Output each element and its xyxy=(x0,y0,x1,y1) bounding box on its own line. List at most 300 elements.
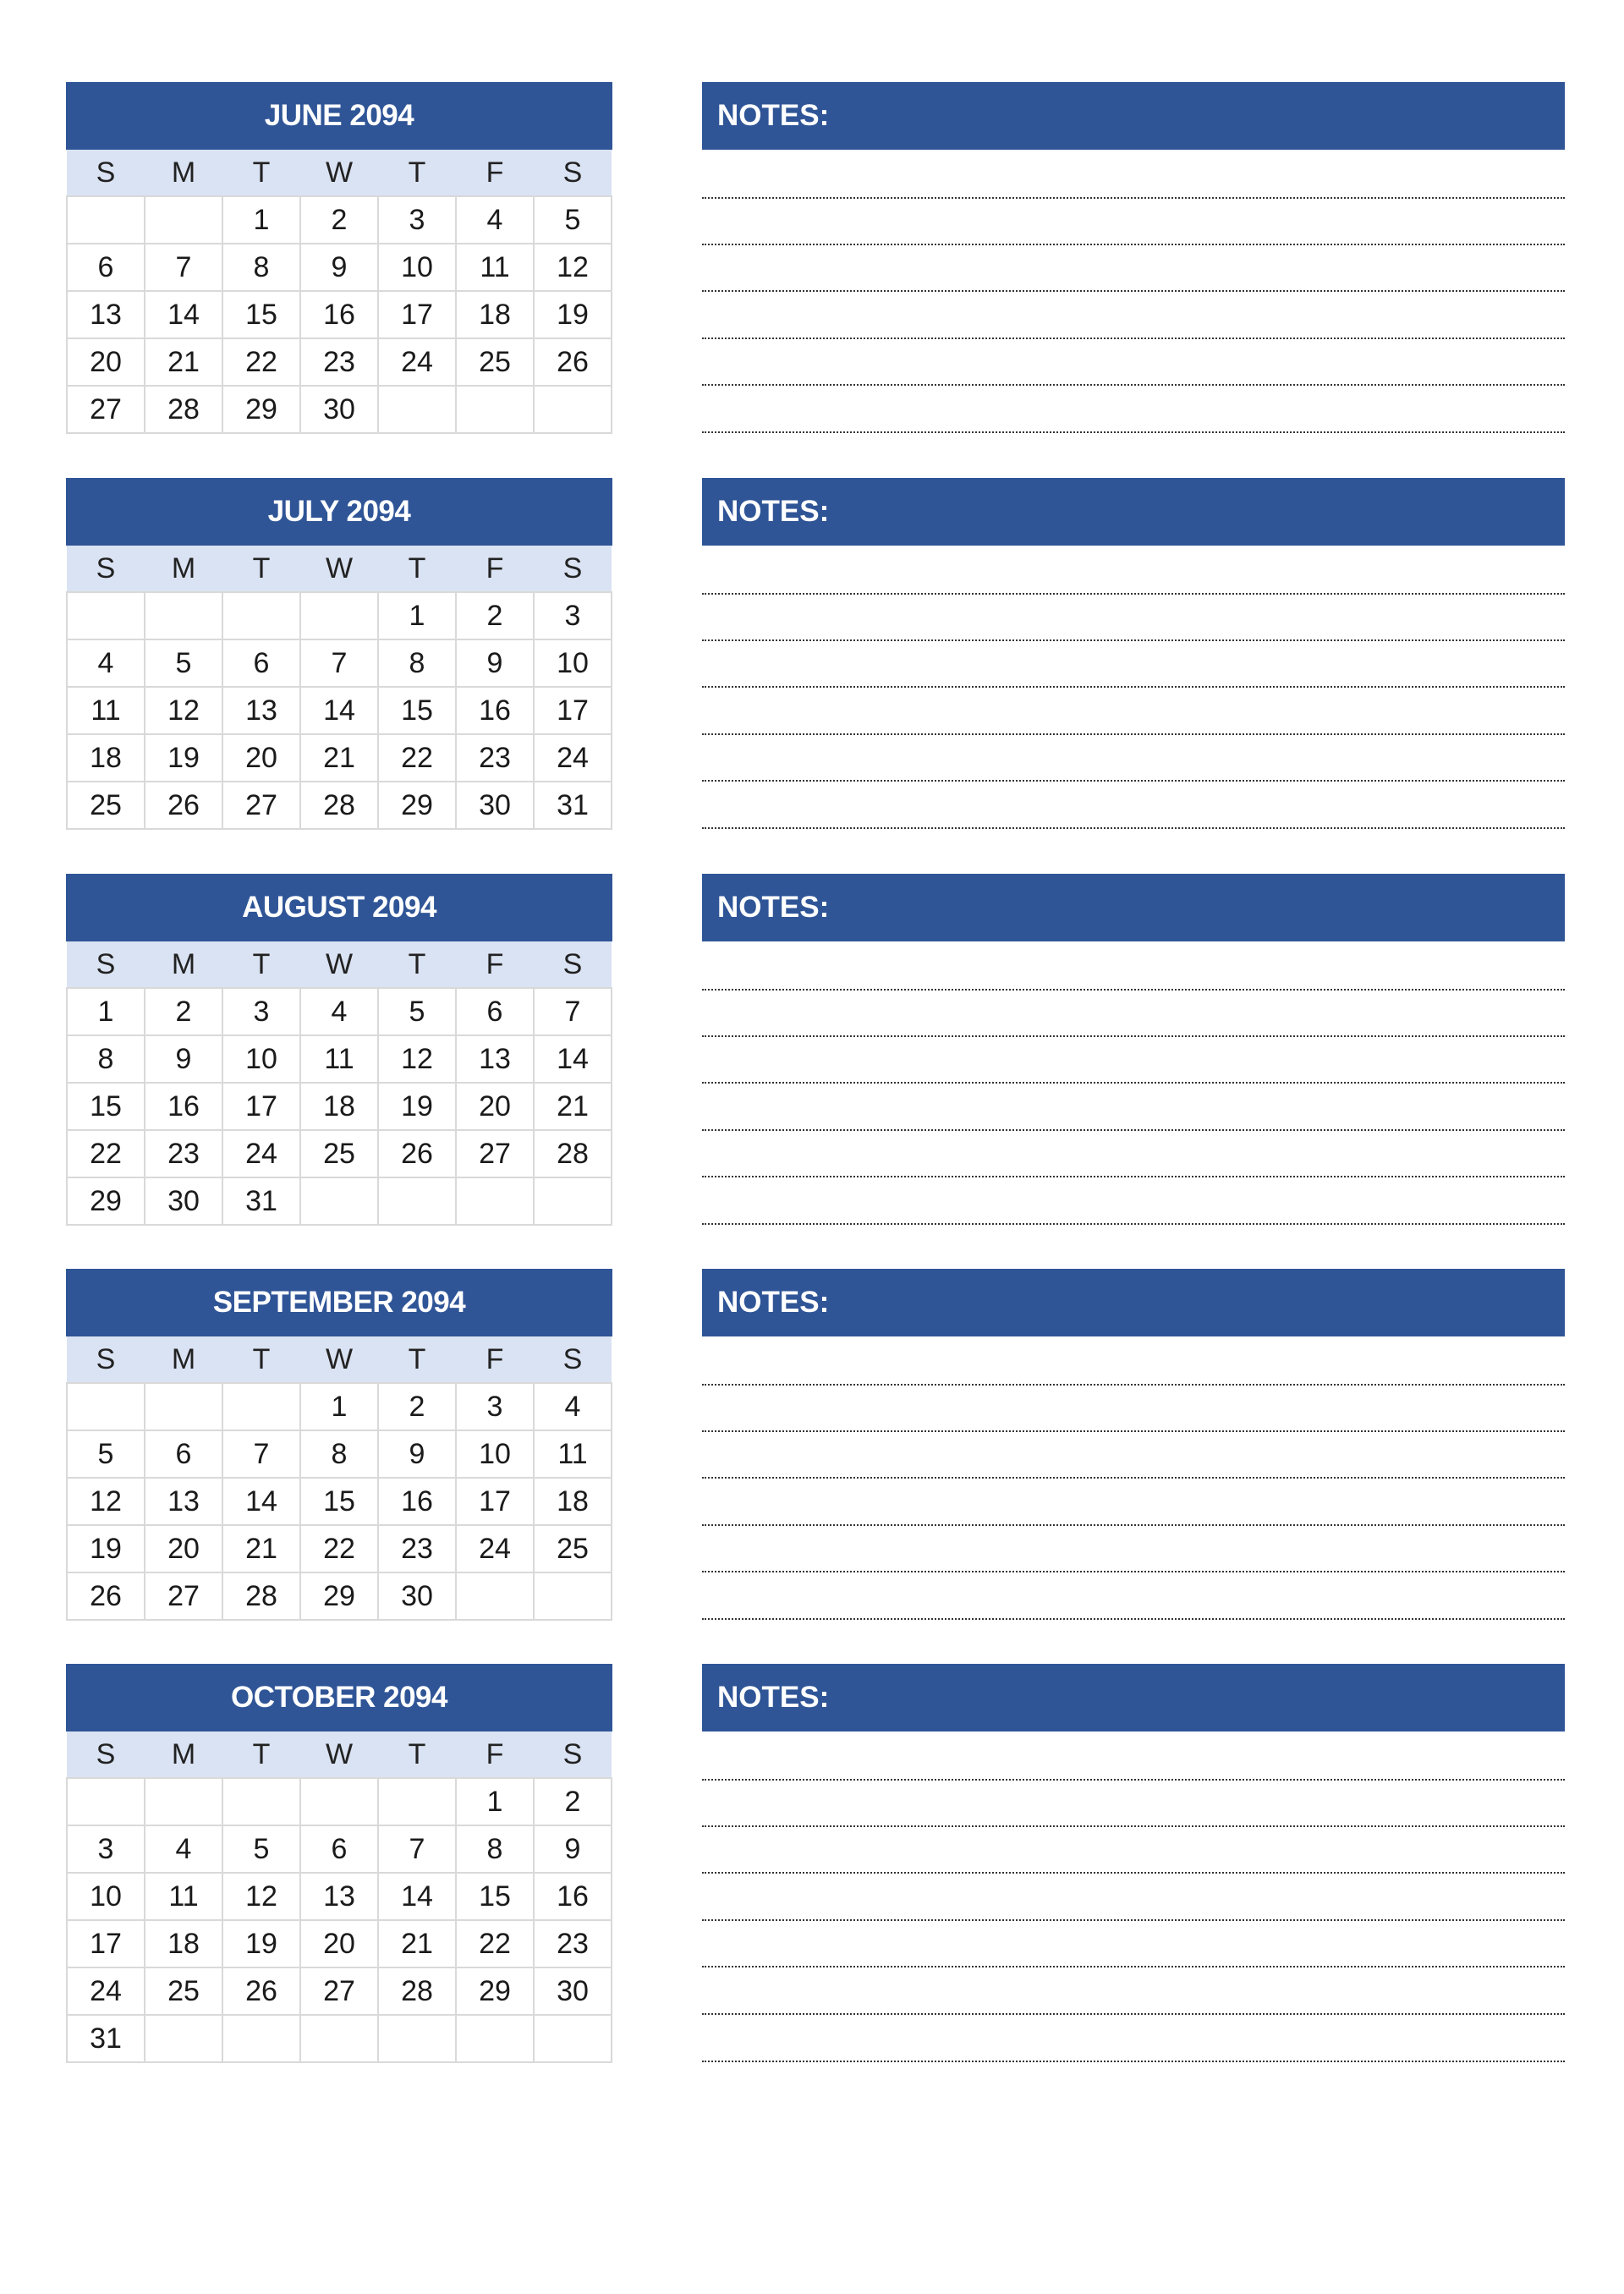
note-line xyxy=(702,290,1565,292)
day-grid xyxy=(66,1731,612,2063)
day-cell: 2 xyxy=(378,1383,456,1430)
week-row xyxy=(67,1083,612,1130)
day-cell: 6 xyxy=(300,1825,378,1873)
day-cell: 7 xyxy=(534,988,612,1035)
day-cell: 24 xyxy=(67,1967,145,2015)
day-cell: 29 xyxy=(222,386,300,433)
weekday-label: M xyxy=(145,150,222,196)
weekday-label: F xyxy=(456,1731,534,1778)
day-cell: 21 xyxy=(222,1525,300,1572)
note-line xyxy=(702,1430,1565,1432)
month-block xyxy=(0,478,1624,833)
day-cell: 6 xyxy=(222,639,300,687)
weekday-label: M xyxy=(145,1336,222,1383)
day-cell: 11 xyxy=(534,1430,612,1478)
notes-title: NOTES: xyxy=(702,82,1565,150)
day-cell: 10 xyxy=(222,1035,300,1083)
empty-day-cell xyxy=(222,2015,300,2062)
day-grid xyxy=(66,150,612,434)
day-cell: 5 xyxy=(378,988,456,1035)
empty-day-cell xyxy=(534,1572,612,1620)
day-cell: 6 xyxy=(67,244,145,291)
week-row xyxy=(67,1130,612,1177)
day-cell: 30 xyxy=(378,1572,456,1620)
weekday-label: F xyxy=(456,941,534,988)
day-cell: 21 xyxy=(145,338,222,386)
day-cell: 15 xyxy=(456,1873,534,1920)
weekday-label: F xyxy=(456,1336,534,1383)
note-line xyxy=(702,1384,1565,1386)
day-cell: 23 xyxy=(378,1525,456,1572)
day-cell: 10 xyxy=(378,244,456,291)
day-cell: 30 xyxy=(145,1177,222,1225)
day-cell: 16 xyxy=(456,687,534,734)
day-cell: 19 xyxy=(67,1525,145,1572)
notes-title: NOTES: xyxy=(702,1269,1565,1336)
day-cell: 5 xyxy=(534,196,612,244)
empty-day-cell xyxy=(378,386,456,433)
day-cell: 27 xyxy=(67,386,145,433)
day-cell: 25 xyxy=(67,782,145,829)
empty-day-cell xyxy=(378,1778,456,1825)
month-calendar xyxy=(66,478,612,830)
day-cell: 8 xyxy=(456,1825,534,1873)
week-row xyxy=(67,1478,612,1525)
weekday-row xyxy=(67,1731,612,1778)
note-line xyxy=(702,384,1565,386)
notes-panel xyxy=(702,82,1565,150)
day-cell: 24 xyxy=(378,338,456,386)
weekday-label: S xyxy=(534,150,612,196)
empty-day-cell xyxy=(145,1383,222,1430)
day-cell: 10 xyxy=(534,639,612,687)
month-calendar xyxy=(66,1269,612,1621)
weekday-label: T xyxy=(378,150,456,196)
empty-day-cell xyxy=(67,196,145,244)
week-row xyxy=(67,244,612,291)
day-cell: 21 xyxy=(534,1083,612,1130)
empty-day-cell xyxy=(145,196,222,244)
notes-panel xyxy=(702,478,1565,546)
day-cell: 17 xyxy=(378,291,456,338)
month-title: SEPTEMBER 2094 xyxy=(66,1269,612,1336)
day-cell: 10 xyxy=(67,1873,145,1920)
note-line xyxy=(702,1779,1565,1781)
weekday-label: S xyxy=(67,1731,145,1778)
note-line xyxy=(702,1966,1565,1967)
day-cell: 9 xyxy=(145,1035,222,1083)
day-cell: 5 xyxy=(222,1825,300,1873)
day-cell: 4 xyxy=(145,1825,222,1873)
day-cell: 13 xyxy=(145,1478,222,1525)
empty-day-cell xyxy=(300,592,378,639)
day-cell: 25 xyxy=(145,1967,222,2015)
day-cell: 7 xyxy=(378,1825,456,1873)
empty-day-cell xyxy=(534,1177,612,1225)
weekday-row xyxy=(67,941,612,988)
day-cell: 9 xyxy=(534,1825,612,1873)
day-cell: 5 xyxy=(145,639,222,687)
note-line xyxy=(702,1477,1565,1479)
day-cell: 26 xyxy=(534,338,612,386)
day-cell: 22 xyxy=(300,1525,378,1572)
empty-day-cell xyxy=(378,2015,456,2062)
note-line xyxy=(702,780,1565,782)
day-cell: 9 xyxy=(378,1430,456,1478)
day-cell: 18 xyxy=(456,291,534,338)
day-cell: 13 xyxy=(456,1035,534,1083)
weekday-label: T xyxy=(378,1336,456,1383)
day-cell: 15 xyxy=(378,687,456,734)
day-cell: 1 xyxy=(67,988,145,1035)
day-cell: 19 xyxy=(378,1083,456,1130)
day-cell: 11 xyxy=(456,244,534,291)
note-line xyxy=(702,1872,1565,1874)
day-cell: 13 xyxy=(300,1873,378,1920)
empty-day-cell xyxy=(300,1177,378,1225)
day-cell: 30 xyxy=(534,1967,612,2015)
month-calendar xyxy=(66,82,612,434)
day-cell: 24 xyxy=(534,734,612,782)
note-line xyxy=(702,1223,1565,1225)
note-line xyxy=(702,338,1565,339)
day-cell: 3 xyxy=(456,1383,534,1430)
day-cell: 11 xyxy=(300,1035,378,1083)
note-line xyxy=(702,593,1565,595)
day-cell: 31 xyxy=(534,782,612,829)
weekday-label: T xyxy=(222,150,300,196)
empty-day-cell xyxy=(456,1572,534,1620)
day-cell: 3 xyxy=(534,592,612,639)
day-cell: 28 xyxy=(300,782,378,829)
day-cell: 4 xyxy=(300,988,378,1035)
week-row xyxy=(67,1430,612,1478)
notes-panel xyxy=(702,874,1565,941)
day-cell: 11 xyxy=(145,1873,222,1920)
week-row xyxy=(67,196,612,244)
day-cell: 7 xyxy=(145,244,222,291)
day-cell: 24 xyxy=(456,1525,534,1572)
day-cell: 28 xyxy=(534,1130,612,1177)
empty-day-cell xyxy=(456,1177,534,1225)
note-line xyxy=(702,989,1565,991)
empty-day-cell xyxy=(145,1778,222,1825)
day-cell: 27 xyxy=(456,1130,534,1177)
month-title: AUGUST 2094 xyxy=(66,874,612,941)
day-cell: 8 xyxy=(67,1035,145,1083)
week-row xyxy=(67,1873,612,1920)
weekday-label: M xyxy=(145,941,222,988)
weekday-label: F xyxy=(456,150,534,196)
empty-day-cell xyxy=(300,2015,378,2062)
week-row xyxy=(67,639,612,687)
week-row xyxy=(67,1383,612,1430)
weekday-label: F xyxy=(456,546,534,592)
day-cell: 2 xyxy=(534,1778,612,1825)
day-cell: 22 xyxy=(456,1920,534,1967)
month-calendar xyxy=(66,874,612,1226)
day-cell: 12 xyxy=(222,1873,300,1920)
day-cell: 27 xyxy=(145,1572,222,1620)
day-cell: 2 xyxy=(145,988,222,1035)
day-cell: 6 xyxy=(145,1430,222,1478)
note-line xyxy=(702,1825,1565,1827)
note-line xyxy=(702,2013,1565,2015)
weekday-label: W xyxy=(300,941,378,988)
day-cell: 8 xyxy=(378,639,456,687)
weekday-label: T xyxy=(222,1731,300,1778)
weekday-label: T xyxy=(378,546,456,592)
day-cell: 20 xyxy=(67,338,145,386)
day-cell: 11 xyxy=(67,687,145,734)
note-line xyxy=(702,1035,1565,1037)
week-row xyxy=(67,1035,612,1083)
day-cell: 2 xyxy=(456,592,534,639)
day-cell: 17 xyxy=(222,1083,300,1130)
day-cell: 1 xyxy=(456,1778,534,1825)
weekday-label: S xyxy=(534,1336,612,1383)
week-row xyxy=(67,1920,612,1967)
weekday-row xyxy=(67,1336,612,1383)
month-title: OCTOBER 2094 xyxy=(66,1664,612,1731)
day-cell: 22 xyxy=(378,734,456,782)
day-cell: 28 xyxy=(145,386,222,433)
note-line xyxy=(702,1082,1565,1084)
day-cell: 21 xyxy=(378,1920,456,1967)
day-cell: 13 xyxy=(67,291,145,338)
note-line xyxy=(702,244,1565,245)
week-row xyxy=(67,1177,612,1225)
day-cell: 9 xyxy=(456,639,534,687)
note-line xyxy=(702,1618,1565,1620)
week-row xyxy=(67,734,612,782)
month-block xyxy=(0,82,1624,437)
day-cell: 25 xyxy=(456,338,534,386)
month-block xyxy=(0,1269,1624,1624)
day-cell: 14 xyxy=(378,1873,456,1920)
day-cell: 18 xyxy=(534,1478,612,1525)
day-cell: 5 xyxy=(67,1430,145,1478)
weekday-label: T xyxy=(222,941,300,988)
weekday-row xyxy=(67,546,612,592)
day-cell: 26 xyxy=(222,1967,300,2015)
empty-day-cell xyxy=(67,1778,145,1825)
month-title: JULY 2094 xyxy=(66,478,612,546)
day-cell: 12 xyxy=(534,244,612,291)
day-cell: 23 xyxy=(456,734,534,782)
notes-title: NOTES: xyxy=(702,478,1565,546)
day-cell: 12 xyxy=(67,1478,145,1525)
day-cell: 8 xyxy=(222,244,300,291)
day-cell: 28 xyxy=(222,1572,300,1620)
note-line xyxy=(702,1176,1565,1177)
weekday-label: S xyxy=(67,1336,145,1383)
weekday-label: W xyxy=(300,546,378,592)
empty-day-cell xyxy=(222,592,300,639)
day-cell: 27 xyxy=(222,782,300,829)
day-cell: 21 xyxy=(300,734,378,782)
notes-title: NOTES: xyxy=(702,874,1565,941)
day-cell: 10 xyxy=(456,1430,534,1478)
weekday-label: W xyxy=(300,1731,378,1778)
day-cell: 14 xyxy=(534,1035,612,1083)
day-cell: 16 xyxy=(378,1478,456,1525)
day-cell: 20 xyxy=(300,1920,378,1967)
month-calendar xyxy=(66,1664,612,2063)
day-cell: 15 xyxy=(300,1478,378,1525)
week-row xyxy=(67,2015,612,2062)
empty-day-cell xyxy=(145,2015,222,2062)
day-cell: 25 xyxy=(534,1525,612,1572)
notes-panel xyxy=(702,1664,1565,1731)
note-line xyxy=(702,2061,1565,2062)
note-line xyxy=(702,1919,1565,1921)
day-cell: 17 xyxy=(534,687,612,734)
day-grid xyxy=(66,941,612,1226)
weekday-label: S xyxy=(67,546,145,592)
day-cell: 7 xyxy=(222,1430,300,1478)
day-cell: 8 xyxy=(300,1430,378,1478)
month-block xyxy=(0,1664,1624,2055)
day-cell: 20 xyxy=(222,734,300,782)
note-line xyxy=(702,1571,1565,1572)
empty-day-cell xyxy=(456,2015,534,2062)
day-cell: 12 xyxy=(145,687,222,734)
weekday-label: T xyxy=(378,1731,456,1778)
week-row xyxy=(67,782,612,829)
day-cell: 20 xyxy=(456,1083,534,1130)
week-row xyxy=(67,1825,612,1873)
day-cell: 16 xyxy=(534,1873,612,1920)
weekday-label: S xyxy=(534,1731,612,1778)
note-line xyxy=(702,686,1565,688)
day-cell: 19 xyxy=(222,1920,300,1967)
day-cell: 14 xyxy=(222,1478,300,1525)
weekday-label: S xyxy=(534,546,612,592)
day-cell: 29 xyxy=(300,1572,378,1620)
week-row xyxy=(67,988,612,1035)
day-grid xyxy=(66,1336,612,1621)
day-cell: 17 xyxy=(67,1920,145,1967)
empty-day-cell xyxy=(534,2015,612,2062)
day-cell: 25 xyxy=(300,1130,378,1177)
day-cell: 18 xyxy=(145,1920,222,1967)
day-cell: 7 xyxy=(300,639,378,687)
month-title: JUNE 2094 xyxy=(66,82,612,150)
empty-day-cell xyxy=(300,1778,378,1825)
day-cell: 19 xyxy=(534,291,612,338)
note-line xyxy=(702,197,1565,199)
day-cell: 19 xyxy=(145,734,222,782)
day-cell: 23 xyxy=(300,338,378,386)
day-cell: 15 xyxy=(222,291,300,338)
day-cell: 29 xyxy=(456,1967,534,2015)
weekday-label: S xyxy=(67,941,145,988)
empty-day-cell xyxy=(67,592,145,639)
day-cell: 22 xyxy=(222,338,300,386)
day-cell: 2 xyxy=(300,196,378,244)
day-cell: 13 xyxy=(222,687,300,734)
note-line xyxy=(702,733,1565,735)
week-row xyxy=(67,592,612,639)
empty-day-cell xyxy=(378,1177,456,1225)
day-cell: 3 xyxy=(67,1825,145,1873)
day-cell: 1 xyxy=(378,592,456,639)
day-cell: 4 xyxy=(534,1383,612,1430)
note-line xyxy=(702,827,1565,829)
weekday-label: W xyxy=(300,1336,378,1383)
empty-day-cell xyxy=(222,1383,300,1430)
notes-title: NOTES: xyxy=(702,1664,1565,1731)
day-cell: 24 xyxy=(222,1130,300,1177)
day-cell: 16 xyxy=(145,1083,222,1130)
day-cell: 1 xyxy=(222,196,300,244)
day-cell: 14 xyxy=(145,291,222,338)
weekday-label: T xyxy=(222,1336,300,1383)
week-row xyxy=(67,1525,612,1572)
weekday-label: S xyxy=(534,941,612,988)
empty-day-cell xyxy=(222,1778,300,1825)
day-cell: 31 xyxy=(67,2015,145,2062)
day-cell: 18 xyxy=(67,734,145,782)
day-cell: 1 xyxy=(300,1383,378,1430)
day-cell: 14 xyxy=(300,687,378,734)
empty-day-cell xyxy=(67,1383,145,1430)
note-line xyxy=(702,639,1565,641)
note-line xyxy=(702,431,1565,433)
day-cell: 6 xyxy=(456,988,534,1035)
day-cell: 22 xyxy=(67,1130,145,1177)
day-cell: 4 xyxy=(67,639,145,687)
note-line xyxy=(702,1129,1565,1131)
day-cell: 26 xyxy=(67,1572,145,1620)
week-row xyxy=(67,386,612,433)
day-cell: 31 xyxy=(222,1177,300,1225)
empty-day-cell xyxy=(534,386,612,433)
weekday-label: S xyxy=(67,150,145,196)
week-row xyxy=(67,1778,612,1825)
notes-panel xyxy=(702,1269,1565,1336)
weekday-row xyxy=(67,150,612,196)
empty-day-cell xyxy=(456,386,534,433)
day-cell: 18 xyxy=(300,1083,378,1130)
day-cell: 4 xyxy=(456,196,534,244)
weekday-label: M xyxy=(145,546,222,592)
day-cell: 17 xyxy=(456,1478,534,1525)
empty-day-cell xyxy=(145,592,222,639)
day-cell: 23 xyxy=(145,1130,222,1177)
day-cell: 29 xyxy=(67,1177,145,1225)
day-cell: 15 xyxy=(67,1083,145,1130)
weekday-label: M xyxy=(145,1731,222,1778)
week-row xyxy=(67,1572,612,1620)
note-line xyxy=(702,1524,1565,1526)
day-cell: 12 xyxy=(378,1035,456,1083)
weekday-label: W xyxy=(300,150,378,196)
day-cell: 9 xyxy=(300,244,378,291)
day-cell: 20 xyxy=(145,1525,222,1572)
day-cell: 27 xyxy=(300,1967,378,2015)
day-cell: 3 xyxy=(378,196,456,244)
day-grid xyxy=(66,546,612,830)
week-row xyxy=(67,338,612,386)
day-cell: 3 xyxy=(222,988,300,1035)
day-cell: 28 xyxy=(378,1967,456,2015)
day-cell: 26 xyxy=(378,1130,456,1177)
day-cell: 23 xyxy=(534,1920,612,1967)
day-cell: 29 xyxy=(378,782,456,829)
week-row xyxy=(67,291,612,338)
